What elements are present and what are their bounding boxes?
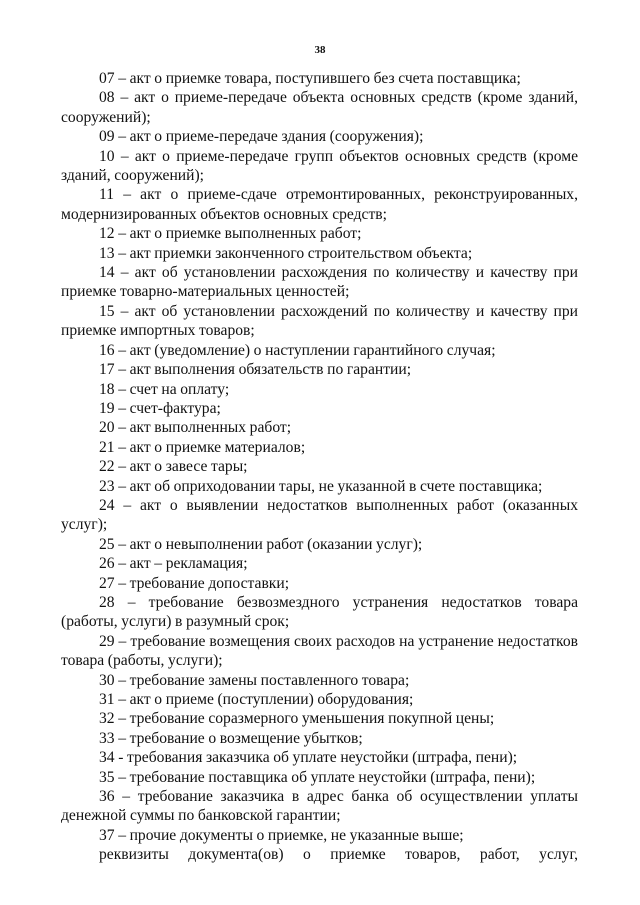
page-number: 38: [314, 44, 326, 56]
list-item: 27 – требование допоставки;: [99, 574, 290, 592]
list-item: 09 – акт о приеме-передаче здания (сооружения);: [99, 128, 424, 146]
list-item: 18 – счет на оплату;: [99, 380, 230, 398]
list-item: 29 – требование возмещения своих расходов на устранение недостатков товара (работы, услуги);: [61, 632, 578, 670]
list-item: 17 – акт выполнения обязательств по гарантии;: [99, 361, 412, 379]
list-item: 24 – акт о выявлении недостатков выполненных работ (оказанных услуг);: [61, 496, 578, 534]
list-item: 11 – акт о приеме-сдаче отремонтированных, реконструированных, модернизированных объектов основных средств;: [61, 186, 578, 223]
list-item: 33 – требование о возмещение убытков;: [99, 729, 363, 747]
list-item: 28 – требование безвозмездного устранения недостатков товара (работы, услуги) в разумный срок;: [61, 593, 578, 631]
list-item: 25 – акт о невыполнении работ (оказании услуг);: [99, 535, 423, 553]
list-item: 30 – требование замены поставленного товара;: [99, 671, 410, 689]
list-item: 26 – акт – рекламация;: [99, 555, 248, 573]
list-item: 08 – акт о приеме-передаче объекта основных средств (кроме зданий, сооружений);: [61, 89, 578, 126]
list-item: 31 – акт о приеме (поступлении) оборудования;: [99, 691, 414, 708]
trailing-line: реквизиты документа(ов) о приемке товаров, работ, услуг,: [99, 846, 578, 864]
list-item: 10 – акт о приеме-передаче групп объектов основных средств (кроме зданий, сооружений);: [61, 147, 578, 185]
list-item: 36 – требование заказчика в адрес банка об осуществлении уплаты денежной суммы по банковской гарантии;: [61, 788, 578, 825]
list-item: 15 – акт об установлении расхождений по количеству и качеству при приемке импортных товаров;: [61, 302, 578, 340]
list-item: 12 – акт о приемке выполненных работ;: [99, 225, 362, 243]
list-item: 14 – акт об установлении расхождения по количеству и качеству при приемке товарно-материальных ценностей;: [61, 264, 578, 301]
list-item: 23 – акт об оприходовании тары, не указанной в счете поставщика;: [99, 477, 543, 495]
list-item: 07 – акт о приемке товара, поступившего без счета поставщика;: [99, 70, 521, 87]
list-item: 32 – требование соразмерного уменьшения покупной цены;: [99, 710, 495, 728]
list-item: 13 – акт приемки законченного строительством объекта;: [99, 244, 473, 262]
list-item: 21 – акт о приемке материалов;: [99, 438, 306, 456]
list-item: 19 – счет-фактура;: [99, 399, 221, 417]
list-item: 37 – прочие документы о приемке, не указанные выше;: [99, 826, 464, 844]
list-item: 34 - требования заказчика об уплате неустойки (штрафа, пени);: [99, 749, 518, 767]
list-item: 22 – акт о завесе тары;: [99, 458, 248, 476]
list-item: 35 – требование поставщика об уплате неустойки (штрафа, пени);: [99, 768, 536, 786]
list-item: 20 – акт выполненных работ;: [99, 419, 292, 437]
list-item: 16 – акт (уведомление) о наступлении гарантийного случая;: [99, 341, 496, 359]
document-body: [61, 69, 578, 865]
